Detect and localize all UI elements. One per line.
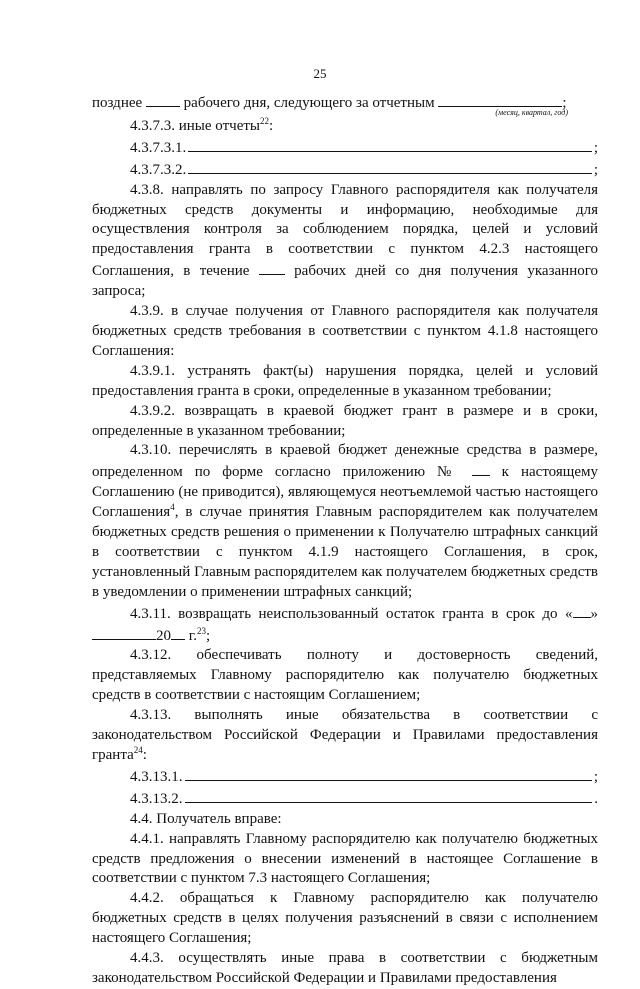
item-text: 4.3.11. возвращать неиспользованный остаток гранта в срок до <box>130 605 558 622</box>
document-body <box>92 92 598 989</box>
reporting-deadline-line <box>92 92 598 117</box>
item-4-3-10 <box>92 441 598 602</box>
footnote-ref: 24 <box>133 745 143 755</box>
fill-rule <box>185 766 592 781</box>
quote-open: « <box>565 605 573 622</box>
item-4-4-3: 4.4.3. осуществлять иные права в соответствии с бюджетным законодательством Российской Федерации и Правилами предоставления <box>92 950 598 986</box>
days-blank <box>146 92 180 107</box>
item-4-3-9: 4.3.9. в случае получения от Главного распорядителя как получателя бюджетных средств требования в соответствии с пунктом 4.1.8 настоящего Соглашения: <box>92 303 598 359</box>
fill-rule <box>188 137 592 152</box>
item-tail: : <box>142 747 147 763</box>
item-4-3-13-1 <box>92 766 598 788</box>
item-end: ; <box>205 627 211 644</box>
period-note: (месяц, квартал, год) <box>495 107 568 117</box>
footnote-ref: 23 <box>196 625 206 636</box>
item-text: 4.3.8. направлять по запросу Главного распорядителя как получателя бюджетных средств документы и информацию, необходимые для осуществления контроля за соблюдением порядка, целей и условий предоставления гранта в соответствии с пунктом 4.2.3 настоящего Соглашения, в течение <box>92 181 598 280</box>
item-4-3-9-1: 4.3.9.1. устранять факт(ы) нарушения порядка, целей и условий предоставления гранта в сроки, определенные в указанном требовании; <box>92 362 598 399</box>
item-4-3-7-3 <box>92 117 598 137</box>
item-4-4-2: 4.4.2. обращаться к Главному распорядителю как получателю бюджетных средств в целях получения разъяснений в связи с исполнением настоящего Соглашения; <box>92 890 598 947</box>
line-end: ; <box>562 95 567 111</box>
item-label: 4.3.13.2. <box>130 790 183 807</box>
quote-close: » <box>590 605 599 622</box>
footnote-ref: 4 <box>170 502 175 513</box>
item-4-3-13-2 <box>92 788 598 810</box>
item-4-3-7-3-2 <box>92 159 598 181</box>
page-number: 25 <box>313 66 327 81</box>
deadline-text-b: рабочего дня, следующего за отчетным <box>183 95 435 111</box>
year-prefix: 20 <box>156 627 171 644</box>
item-end: ; <box>593 768 598 785</box>
item-4-3-13 <box>92 706 598 766</box>
item-text: рабочих дней со дня получения указанного запроса; <box>92 263 598 300</box>
item-label: 4.3.13.1. <box>130 768 183 785</box>
item-end: ; <box>593 161 598 178</box>
item-4-4: 4.4. Получатель вправе: <box>130 810 282 827</box>
day-blank <box>573 603 591 618</box>
item-text: , в случае принятия Главным распорядителем как получателем бюджетных средств решения о применении к Получателю штрафных санкций в соответствии с пунктом 4.1.9 настоящего Соглашения, в срок, установленный Главным распорядителем как получателем бюджетных средств в уведомлении о применении штрафных санкций; <box>92 504 598 600</box>
item-text: 4.3.10. перечислять в краевой бюджет денежные средства в размере, определенном по форме согласно приложению № <box>92 442 598 481</box>
days-blank <box>259 260 285 275</box>
item-end: . <box>594 790 598 807</box>
item-end: ; <box>593 139 598 156</box>
year-blank <box>171 625 185 640</box>
item-tail: : <box>268 117 274 134</box>
item-4-3-8 <box>92 181 598 302</box>
item-text: 4.3.7.3. иные отчеты <box>130 117 260 134</box>
item-text: к настоящему Соглашению (не приводится), являющемуся неотъемлемой частью настоящего Соглашения <box>92 464 598 521</box>
fill-rule <box>185 788 593 803</box>
item-text: 4.3.13. выполнять иные обязательства в соответствии с законодательством Российской Федерации и Правилами предоставления гранта <box>92 707 598 763</box>
item-4-3-9-2: 4.3.9.2. возвращать в краевой бюджет грант в размере и в сроки, определенные в указанном требовании; <box>92 402 598 439</box>
year-tail: г. <box>188 627 197 644</box>
item-label: 4.3.7.3.2. <box>130 161 187 178</box>
item-4-4-1: 4.4.1. направлять Главному распорядителю как получателю бюджетных средств предложения о внесении изменений в настоящее Соглашение в соответствии с пунктом 7.3 настоящего Соглашения; <box>92 830 598 887</box>
footnote-ref: 22 <box>259 115 269 126</box>
item-4-3-11 <box>92 603 598 647</box>
item-label: 4.3.7.3.1. <box>130 139 187 156</box>
annex-number-blank <box>472 461 490 476</box>
item-4-3-7-3-1 <box>92 137 598 159</box>
period-blank <box>438 92 562 107</box>
deadline-text-a: позднее <box>92 95 143 111</box>
month-blank <box>92 625 156 640</box>
fill-rule <box>188 159 592 174</box>
item-4-3-12: 4.3.12. обеспечивать полноту и достоверность сведений, представляемых Главному распорядителю как получателю бюджетных средств в соответствии с настоящим Соглашением; <box>92 647 598 704</box>
